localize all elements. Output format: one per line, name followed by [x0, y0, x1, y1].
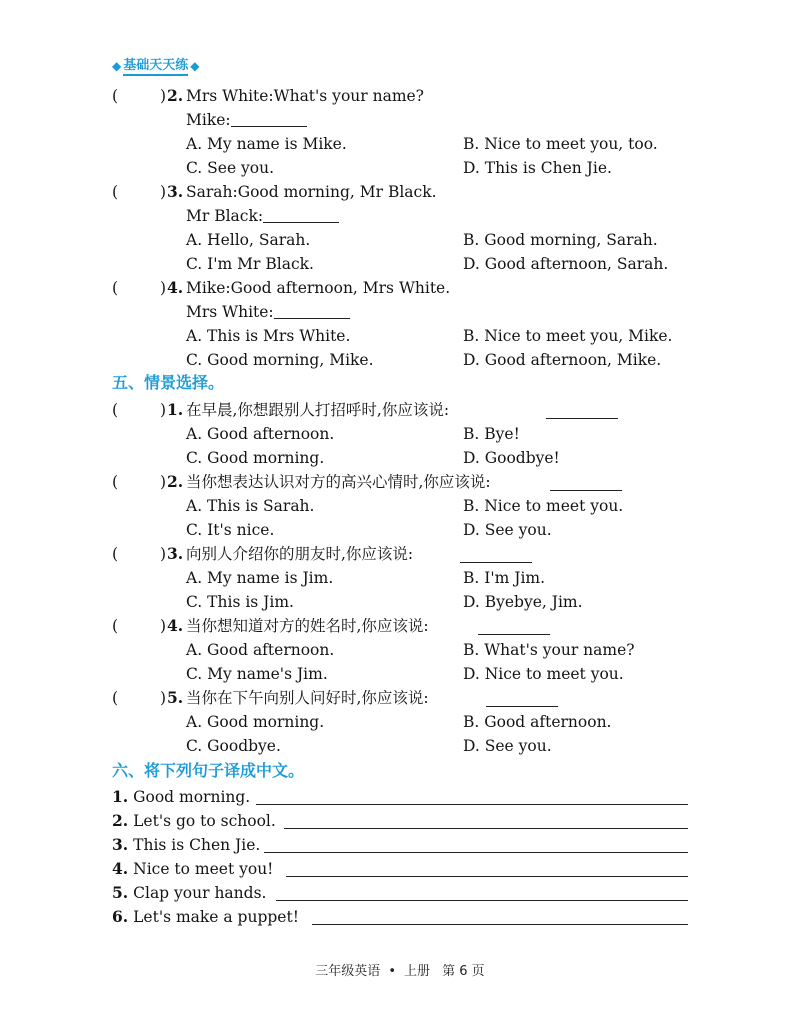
footer-page-number: 第 6 页 — [442, 964, 485, 979]
footer-dot: • — [388, 964, 396, 979]
answer-blank[interactable] — [486, 690, 558, 707]
option-a: A. My name is Jim. — [186, 569, 334, 587]
question-number: 4. — [167, 616, 184, 635]
reply-speaker: Mrs White: — [186, 303, 274, 321]
option-b: B. Nice to meet you, Mike. — [463, 327, 673, 345]
answer-paren-close: ) — [160, 689, 167, 707]
question-number: 2. — [167, 86, 184, 105]
answer-paren-close: ) — [160, 87, 167, 105]
translation-item-2 — [112, 811, 276, 831]
question-stem: 向别人介绍你的朋友时,你应该说: — [186, 545, 414, 563]
option-b: B. Nice to meet you, too. — [463, 135, 658, 153]
item-sentence: Nice to meet you! — [133, 860, 274, 878]
answer-paren-open: ( — [112, 279, 119, 297]
option-c: C. This is Jim. — [186, 593, 294, 611]
answer-blank[interactable] — [460, 546, 532, 563]
answer-paren-open: ( — [112, 473, 119, 491]
question-number: 1. — [167, 400, 184, 419]
option-d: D. This is Chen Jie. — [463, 159, 612, 177]
translation-line-6[interactable] — [312, 924, 688, 925]
item-sentence: Let's go to school. — [133, 812, 276, 830]
translation-item-3 — [112, 835, 260, 855]
option-c: C. My name's Jim. — [186, 665, 328, 683]
answer-blank[interactable] — [546, 402, 618, 419]
answer-blank[interactable] — [274, 302, 350, 319]
answer-blank[interactable] — [478, 618, 550, 635]
translation-item-6 — [112, 907, 299, 927]
option-b: B. Bye! — [463, 425, 520, 443]
option-a: A. Good afternoon. — [186, 641, 335, 659]
option-d: D. Byebye, Jim. — [463, 593, 583, 611]
translation-item-1 — [112, 787, 250, 807]
answer-paren-open: ( — [112, 401, 119, 419]
option-c: C. Good morning. — [186, 449, 325, 467]
translation-item-4 — [112, 859, 273, 879]
item-sentence: This is Chen Jie. — [133, 836, 261, 854]
diamond-left-icon: ◆ — [112, 59, 122, 73]
option-b: B. Good afternoon. — [463, 713, 612, 731]
item-number: 3. — [112, 835, 129, 854]
translation-line-4[interactable] — [286, 876, 688, 877]
answer-paren-open: ( — [112, 87, 119, 105]
question-stem: 当你想知道对方的姓名时,你应该说: — [186, 617, 429, 635]
option-c: C. See you. — [186, 159, 275, 177]
item-number: 4. — [112, 859, 129, 878]
answer-paren-open: ( — [112, 183, 119, 201]
item-number: 1. — [112, 787, 129, 806]
option-c: C. I'm Mr Black. — [186, 255, 314, 273]
footer-grade: 三年级英语 — [315, 964, 381, 979]
option-d: D. See you. — [463, 737, 552, 755]
option-d: D. Good afternoon, Sarah. — [463, 255, 669, 273]
option-a: A. This is Mrs White. — [186, 327, 351, 345]
page-footer — [0, 960, 800, 979]
item-sentence: Let's make a puppet! — [133, 908, 299, 926]
option-b: B. Good morning, Sarah. — [463, 231, 658, 249]
item-number: 5. — [112, 883, 129, 902]
answer-paren-open: ( — [112, 689, 119, 707]
section-banner — [112, 56, 199, 76]
translation-line-1[interactable] — [256, 804, 688, 805]
answer-paren-close: ) — [160, 473, 167, 491]
question-number: 5. — [167, 688, 184, 707]
option-a: A. This is Sarah. — [186, 497, 315, 515]
question-number: 4. — [167, 278, 184, 297]
option-c: C. It's nice. — [186, 521, 275, 539]
item-number: 6. — [112, 907, 129, 926]
option-b: B. I'm Jim. — [463, 569, 546, 587]
answer-blank[interactable] — [263, 206, 339, 223]
translation-line-5[interactable] — [276, 900, 688, 901]
translation-line-3[interactable] — [264, 852, 688, 853]
question-number: 3. — [167, 544, 184, 563]
option-d: D. Good afternoon, Mike. — [463, 351, 662, 369]
item-sentence: Clap your hands. — [133, 884, 267, 902]
question-stem: 当你在下午向别人问好时,你应该说: — [186, 689, 429, 707]
answer-blank[interactable] — [550, 474, 622, 491]
footer-term: 上册 — [403, 964, 430, 979]
option-c: C. Goodbye. — [186, 737, 281, 755]
reply-speaker: Mike: — [186, 111, 231, 129]
question-stem: 当你想表达认识对方的高兴心情时,你应该说: — [186, 473, 491, 491]
banner-title: 基础天天练 — [123, 57, 188, 76]
answer-paren-close: ) — [160, 279, 167, 297]
option-a: A. Good morning. — [186, 713, 325, 731]
question-number: 2. — [167, 472, 184, 491]
answer-blank[interactable] — [231, 110, 307, 127]
section-6-title: 六、将下列句子译成中文。 — [112, 761, 305, 780]
option-a: A. Good afternoon. — [186, 425, 335, 443]
option-c: C. Good morning, Mike. — [186, 351, 374, 369]
answer-paren-close: ) — [160, 617, 167, 635]
question-stem: Sarah:Good morning, Mr Black. — [186, 183, 437, 201]
answer-paren-close: ) — [160, 401, 167, 419]
diamond-right-icon: ◆ — [190, 59, 200, 73]
option-a: A. Hello, Sarah. — [186, 231, 311, 249]
option-a: A. My name is Mike. — [186, 135, 347, 153]
item-number: 2. — [112, 811, 129, 830]
reply-speaker: Mr Black: — [186, 207, 264, 225]
answer-paren-open: ( — [112, 617, 119, 635]
question-stem: Mike:Good afternoon, Mrs White. — [186, 279, 451, 297]
answer-paren-close: ) — [160, 183, 167, 201]
question-stem: Mrs White:What's your name? — [186, 87, 424, 105]
question-number: 3. — [167, 182, 184, 201]
question-stem: 在早晨,你想跟别人打招呼时,你应该说: — [186, 401, 450, 419]
option-d: D. See you. — [463, 521, 552, 539]
option-d: D. Nice to meet you. — [463, 665, 624, 683]
answer-paren-close: ) — [160, 545, 167, 563]
translation-item-5 — [112, 883, 266, 903]
translation-line-2[interactable] — [284, 828, 688, 829]
option-b: B. Nice to meet you. — [463, 497, 624, 515]
section-5-title: 五、情景选择。 — [112, 373, 225, 392]
option-d: D. Goodbye! — [463, 449, 560, 467]
item-sentence: Good morning. — [133, 788, 251, 806]
option-b: B. What's your name? — [463, 641, 635, 659]
answer-paren-open: ( — [112, 545, 119, 563]
